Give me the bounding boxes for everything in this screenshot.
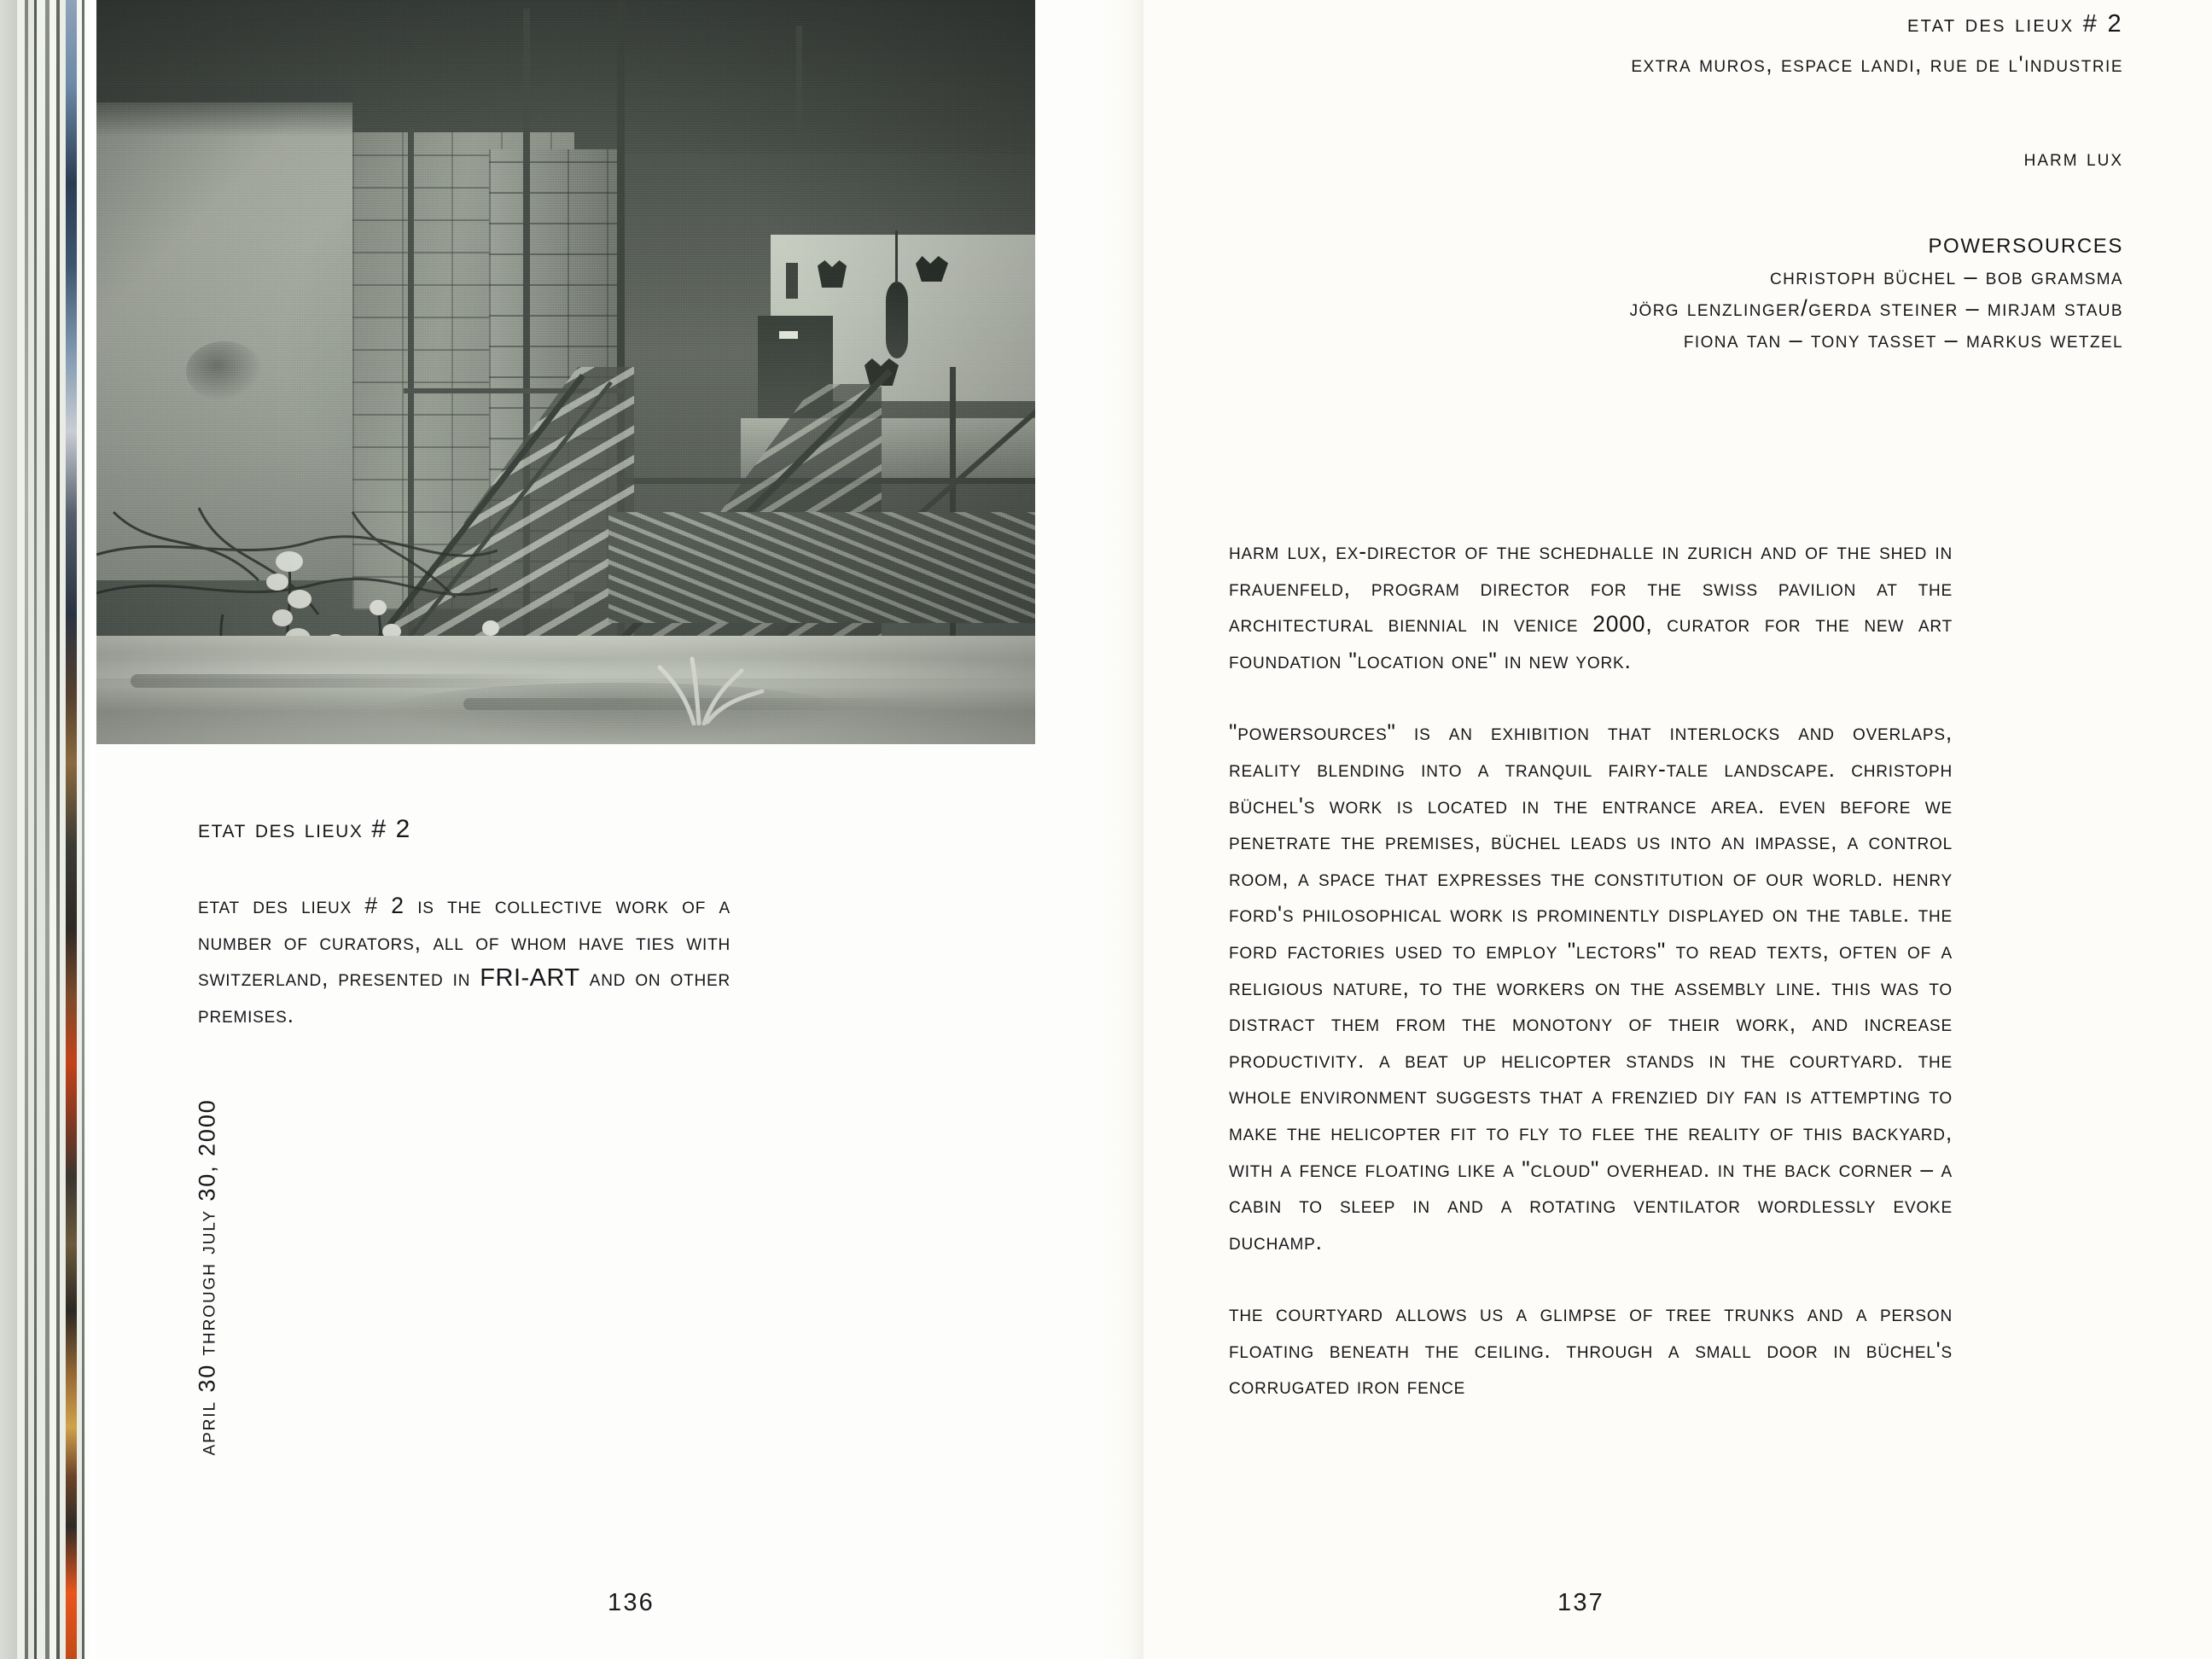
right-page	[1144, 0, 2212, 1659]
edge-band-12	[84, 0, 96, 1659]
edge-band-color-plates	[66, 0, 77, 1659]
left-page	[96, 0, 1144, 1659]
artist-line: christoph büchel – bob gramsma	[1770, 264, 2123, 289]
right-page-body	[1229, 533, 1953, 1405]
friart-mark: FRI-ART	[480, 964, 580, 992]
page-number-left: 136	[608, 1589, 655, 1616]
exhibition-venue: extra muros, espace landi, rue de l'industrie	[1631, 51, 2123, 77]
page-number-right: 137	[1557, 1589, 1604, 1616]
exhibition-title: etat des lieux # 2	[1907, 10, 2123, 38]
artists-block	[1144, 235, 2123, 353]
edge-band-outer	[0, 0, 17, 1659]
exhibition-date-vertical: april 30 through july 30, 2000	[194, 1098, 220, 1456]
photo-vignette	[96, 0, 1035, 744]
artist-line: fiona tan – tony tasset – markus wetzel	[1683, 327, 2123, 352]
installation-photograph	[96, 0, 1035, 744]
paragraph-part-before: etat des lieux # 2 is the collective work of a number of curators, all of whom have ties with switzerland, presented in	[198, 893, 731, 992]
right-page-header	[1144, 10, 2123, 78]
body-paragraph: "powersources" is an exhibition that interlocks and overlaps, reality blending into a tranquil fairy-tale landscape. christoph büchel's work is located in the entrance area. even before we penetrate the premises, büchel leads us into an impasse, a control room, a space that expresses the constitution of our world. henry ford's philosophical work is prominently displayed on the table. the ford factories used to employ "lectors" to read texts, often of a religious nature, to the workers on the assembly line. this was to distract them from the monotony of their work, and increase productivity. a beat up helicopter stands in the courtyard. the whole environment suggests that a frenzied diy fan is attempting to make the helicopter fit to fly to flee the reality of this backyard, with a fence floating like a "cloud" overhead. in the back corner – a cabin to sleep in and a rotating ventilator wordlessly evoke duchamp.	[1229, 719, 1953, 1254]
artist-line: jörg lenzlinger/gerda steiner – mirjam staub	[1629, 295, 2123, 321]
photo-caption-heading: etat des lieux # 2	[198, 815, 411, 843]
paragraph-part-after: and on other premises.	[198, 965, 731, 1027]
edge-band-5	[37, 0, 45, 1659]
edge-band-3	[28, 0, 34, 1659]
edge-band-9	[60, 0, 66, 1659]
left-page-paragraph-text	[198, 888, 731, 1033]
body-paragraph: harm lux, ex-director of the schedhalle in zurich and of the shed in frauenfeld, program director for the swiss pavilion at the architectural biennial in venice 2000, curator for the new art foundation "location one" in new york.	[1229, 538, 1953, 673]
curator-name: harm lux	[2023, 145, 2123, 171]
project-label: POWERSOURCES	[1928, 235, 2123, 258]
edge-band-7	[49, 0, 56, 1659]
edge-band-1	[17, 0, 25, 1659]
left-page-paragraph	[198, 888, 731, 1033]
book-page-edge-stack	[0, 0, 96, 1659]
body-paragraph: the courtyard allows us a glimpse of tree trunks and a person floating beneath the ceiling. through a small door in büchel's corrugated iron fence	[1229, 1301, 1953, 1400]
photo-scene	[96, 0, 1035, 744]
